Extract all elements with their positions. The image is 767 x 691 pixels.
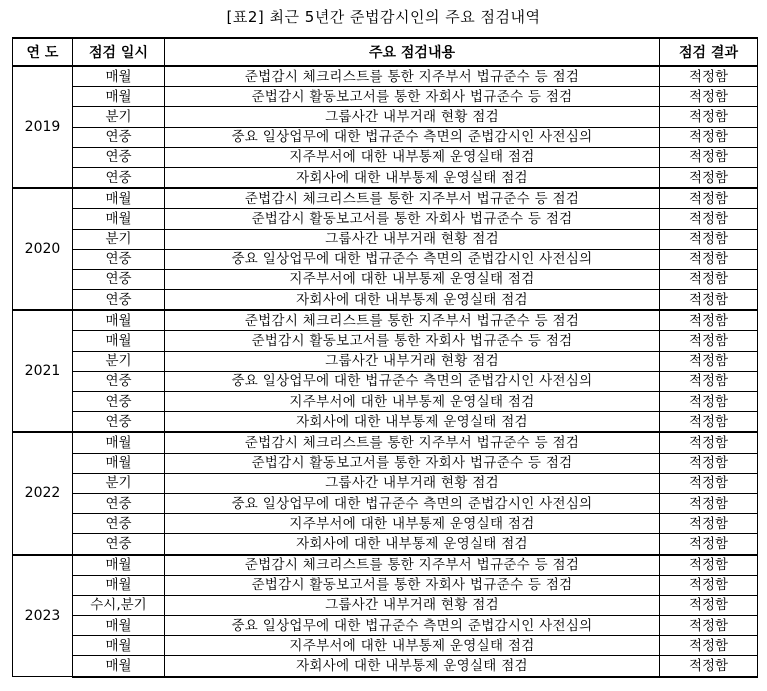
- year-cell: 2021: [13, 310, 73, 432]
- content-cell: 지주부서에 대한 내부통제 운영실태 점검: [165, 392, 660, 412]
- result-cell: 적정함: [660, 575, 758, 595]
- year-cell: 2020: [13, 188, 73, 310]
- table-body: [13, 66, 758, 677]
- result-cell: 적정함: [660, 473, 758, 493]
- content-cell: 지주부서에 대한 내부통제 운영실태 점검: [165, 147, 660, 167]
- content-cell: 중요 일상업무에 대한 법규준수 측면의 준법감시인 사전심의: [165, 616, 660, 636]
- table-row: [13, 167, 758, 188]
- result-cell: 적정함: [660, 493, 758, 513]
- table-row: [13, 514, 758, 534]
- table-row: [13, 432, 758, 453]
- header-content: 주요 점검내용: [165, 38, 660, 66]
- table-row: [13, 595, 758, 615]
- result-cell: 적정함: [660, 412, 758, 433]
- content-cell: 준법감시 체크리스트를 통한 지주부서 법규준수 등 점검: [165, 188, 660, 209]
- content-cell: 그룹사간 내부거래 현황 점검: [165, 351, 660, 371]
- content-cell: 준법감시 체크리스트를 통한 지주부서 법규준수 등 점검: [165, 310, 660, 331]
- table-row: [13, 87, 758, 107]
- content-cell: 그룹사간 내부거래 현황 점검: [165, 229, 660, 249]
- date-cell: 분기: [73, 229, 165, 249]
- date-cell: 연중: [73, 269, 165, 289]
- content-cell: 자회사에 대한 내부통제 운영실태 점검: [165, 290, 660, 311]
- result-cell: 적정함: [660, 87, 758, 107]
- year-cell: 2023: [13, 555, 73, 677]
- result-cell: 적정함: [660, 147, 758, 167]
- date-cell: 매월: [73, 87, 165, 107]
- content-cell: 자회사에 대한 내부통제 운영실태 점검: [165, 534, 660, 555]
- table-row: [13, 209, 758, 229]
- content-cell: 준법감시 활동보고서를 통한 자회사 법규준수 등 점검: [165, 331, 660, 351]
- result-cell: 적정함: [660, 432, 758, 453]
- table-caption: [표2] 최근 5년간 준법감시인의 주요 점검내역: [226, 8, 541, 26]
- result-cell: 적정함: [660, 310, 758, 331]
- table-row: [13, 575, 758, 595]
- table-row: [13, 310, 758, 331]
- header-date: 점검 일시: [73, 38, 165, 66]
- table-row: [13, 555, 758, 576]
- table-row: [13, 147, 758, 167]
- date-cell: 연중: [73, 392, 165, 412]
- date-cell: 매월: [73, 616, 165, 636]
- table-row: [13, 229, 758, 249]
- result-cell: 적정함: [660, 107, 758, 127]
- table-row: [13, 493, 758, 513]
- result-cell: 적정함: [660, 616, 758, 636]
- result-cell: 적정함: [660, 127, 758, 147]
- table-row: [13, 616, 758, 636]
- table-row: [13, 66, 758, 87]
- content-cell: 지주부서에 대한 내부통제 운영실태 점검: [165, 269, 660, 289]
- table-row: [13, 127, 758, 147]
- date-cell: 분기: [73, 473, 165, 493]
- content-cell: 자회사에 대한 내부통제 운영실태 점검: [165, 412, 660, 433]
- date-cell: 분기: [73, 107, 165, 127]
- content-cell: 중요 일상업무에 대한 법규준수 측면의 준법감시인 사전심의: [165, 249, 660, 269]
- content-cell: 지주부서에 대한 내부통제 운영실태 점검: [165, 636, 660, 656]
- content-cell: 그룹사간 내부거래 현황 점검: [165, 595, 660, 615]
- header-year: 연 도: [13, 38, 73, 66]
- table-row: [13, 412, 758, 433]
- result-cell: 적정함: [660, 514, 758, 534]
- result-cell: 적정함: [660, 249, 758, 269]
- date-cell: 매월: [73, 310, 165, 331]
- inspection-history-table: [12, 37, 758, 678]
- result-cell: 적정함: [660, 656, 758, 677]
- content-cell: 준법감시 활동보고서를 통한 자회사 법규준수 등 점검: [165, 209, 660, 229]
- result-cell: 적정함: [660, 290, 758, 311]
- content-cell: 준법감시 활동보고서를 통한 자회사 법규준수 등 점검: [165, 453, 660, 473]
- date-cell: 연중: [73, 534, 165, 555]
- header-row: [13, 38, 758, 66]
- date-cell: 매월: [73, 209, 165, 229]
- table-row: [13, 107, 758, 127]
- table-row: [13, 290, 758, 311]
- date-cell: 매월: [73, 636, 165, 656]
- content-cell: 준법감시 체크리스트를 통한 지주부서 법규준수 등 점검: [165, 66, 660, 87]
- result-cell: 적정함: [660, 371, 758, 391]
- date-cell: 연중: [73, 371, 165, 391]
- date-cell: 연중: [73, 249, 165, 269]
- year-cell: 2019: [13, 66, 73, 188]
- date-cell: 연중: [73, 493, 165, 513]
- date-cell: 매월: [73, 66, 165, 87]
- content-cell: 중요 일상업무에 대한 법규준수 측면의 준법감시인 사전심의: [165, 493, 660, 513]
- date-cell: 연중: [73, 514, 165, 534]
- content-cell: 준법감시 체크리스트를 통한 지주부서 법규준수 등 점검: [165, 555, 660, 576]
- result-cell: 적정함: [660, 209, 758, 229]
- result-cell: 적정함: [660, 66, 758, 87]
- content-cell: 준법감시 활동보고서를 통한 자회사 법규준수 등 점검: [165, 87, 660, 107]
- table-row: [13, 331, 758, 351]
- content-cell: 그룹사간 내부거래 현황 점검: [165, 473, 660, 493]
- result-cell: 적정함: [660, 555, 758, 576]
- table-row: [13, 656, 758, 677]
- date-cell: 매월: [73, 432, 165, 453]
- content-cell: 준법감시 활동보고서를 통한 자회사 법규준수 등 점검: [165, 575, 660, 595]
- table-row: [13, 392, 758, 412]
- result-cell: 적정함: [660, 636, 758, 656]
- table-row: [13, 453, 758, 473]
- date-cell: 연중: [73, 290, 165, 311]
- content-cell: 중요 일상업무에 대한 법규준수 측면의 준법감시인 사전심의: [165, 371, 660, 391]
- content-cell: 중요 일상업무에 대한 법규준수 측면의 준법감시인 사전심의: [165, 127, 660, 147]
- result-cell: 적정함: [660, 453, 758, 473]
- result-cell: 적정함: [660, 331, 758, 351]
- content-cell: 자회사에 대한 내부통제 운영실태 점검: [165, 167, 660, 188]
- table-row: [13, 534, 758, 555]
- result-cell: 적정함: [660, 188, 758, 209]
- date-cell: 연중: [73, 127, 165, 147]
- date-cell: 분기: [73, 351, 165, 371]
- date-cell: 연중: [73, 412, 165, 433]
- table-row: [13, 473, 758, 493]
- table-row: [13, 249, 758, 269]
- date-cell: 연중: [73, 167, 165, 188]
- table-row: [13, 636, 758, 656]
- result-cell: 적정함: [660, 167, 758, 188]
- date-cell: 매월: [73, 575, 165, 595]
- date-cell: 매월: [73, 555, 165, 576]
- content-cell: 지주부서에 대한 내부통제 운영실태 점검: [165, 514, 660, 534]
- result-cell: 적정함: [660, 269, 758, 289]
- year-cell: 2022: [13, 432, 73, 554]
- table-row: [13, 371, 758, 391]
- header-result: 점검 결과: [660, 38, 758, 66]
- date-cell: 매월: [73, 453, 165, 473]
- result-cell: 적정함: [660, 351, 758, 371]
- result-cell: 적정함: [660, 534, 758, 555]
- date-cell: 수시,분기: [73, 595, 165, 615]
- table-row: [13, 269, 758, 289]
- date-cell: 연중: [73, 147, 165, 167]
- result-cell: 적정함: [660, 392, 758, 412]
- table-row: [13, 351, 758, 371]
- date-cell: 매월: [73, 331, 165, 351]
- result-cell: 적정함: [660, 595, 758, 615]
- table-row: [13, 188, 758, 209]
- date-cell: 매월: [73, 188, 165, 209]
- content-cell: 그룹사간 내부거래 현황 점검: [165, 107, 660, 127]
- result-cell: 적정함: [660, 229, 758, 249]
- content-cell: 준법감시 체크리스트를 통한 지주부서 법규준수 등 점검: [165, 432, 660, 453]
- content-cell: 자회사에 대한 내부통제 운영실태 점검: [165, 656, 660, 677]
- date-cell: 매월: [73, 656, 165, 677]
